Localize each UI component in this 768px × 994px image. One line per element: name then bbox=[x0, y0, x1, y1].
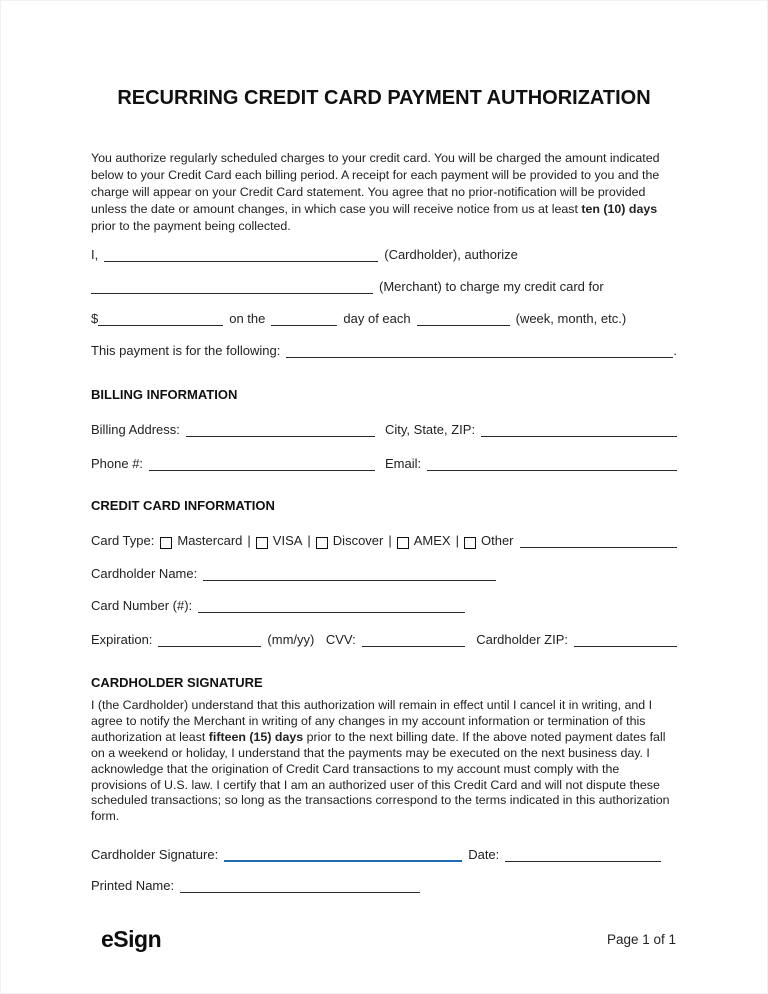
card-type-separator: | bbox=[307, 533, 311, 548]
terms-paragraph bbox=[91, 698, 677, 825]
cardholder-name-label: Cardholder Name: bbox=[91, 566, 198, 581]
dollar-sign-label: $ bbox=[91, 311, 99, 326]
date-label: Date: bbox=[468, 847, 500, 863]
printed-name-label: Printed Name: bbox=[91, 878, 175, 894]
terms-tail: prior to the next billing date. If the above noted payment dates fall on a weekend or holiday, I understand that the payments may be executed on the next business day. I acknowledge that the origination of Credit Card transactions to my account must comply with the provisions of U.S. law. I certify that I am an authorized user of this Credit Card and will not dispute these scheduled transactions; so long as the transactions correspond to the terms indicated in this authorization form. bbox=[91, 729, 670, 824]
signature-heading: CARDHOLDER SIGNATURE bbox=[91, 675, 263, 690]
other-label: Other bbox=[481, 533, 514, 548]
intro-tail: prior to the payment being collected. bbox=[91, 219, 291, 233]
visa-checkbox[interactable] bbox=[256, 537, 268, 549]
discover-label: Discover bbox=[332, 533, 384, 548]
intro-paragraph bbox=[91, 150, 677, 235]
payment-purpose-row bbox=[91, 341, 677, 358]
payment-for-label: This payment is for the following: bbox=[91, 343, 281, 358]
on-the-label: on the bbox=[229, 311, 266, 326]
visa-label: VISA bbox=[272, 533, 303, 548]
esign-logo: eSign bbox=[101, 926, 162, 952]
cvv-label: CVV: bbox=[325, 632, 356, 647]
city-state-zip-label: City, State, ZIP: bbox=[385, 422, 476, 437]
email-field[interactable] bbox=[427, 457, 677, 471]
amount-schedule-row bbox=[91, 309, 677, 326]
amex-checkbox[interactable] bbox=[397, 537, 409, 549]
period-hint-label: (week, month, etc.) bbox=[515, 311, 627, 326]
discover-checkbox[interactable] bbox=[316, 537, 328, 549]
cardholder-zip-field[interactable] bbox=[574, 633, 677, 647]
cardholder-name-field[interactable] bbox=[104, 248, 378, 262]
mastercard-label: Mastercard bbox=[177, 533, 243, 548]
card-number-row bbox=[91, 596, 677, 613]
printed-name-field[interactable] bbox=[180, 879, 420, 893]
billing-address-field[interactable] bbox=[186, 423, 375, 437]
cardholder-authorize-row bbox=[91, 245, 677, 262]
card-type-separator: | bbox=[388, 533, 392, 548]
billing-heading: BILLING INFORMATION bbox=[91, 387, 238, 402]
email-label: Email: bbox=[385, 456, 422, 471]
intro-text: You authorize regularly scheduled charges to your credit card. You will be charged the amount indicated below to your Credit Card each billing period. A receipt for each payment will be provided to you and the charge will appear on your Credit Card statement. You agree that no prior-notification will be provided unless the date or amount changes, in which case you will receive notice from us at least bbox=[91, 151, 660, 216]
intro-bold-ten-days: ten (10) days bbox=[581, 202, 658, 216]
payment-purpose-field[interactable] bbox=[286, 344, 673, 358]
cardholder-signature-label: Cardholder Signature: bbox=[91, 847, 219, 863]
card-type-label: Card Type: bbox=[91, 533, 155, 548]
cardholder-name-row bbox=[91, 564, 677, 581]
expiration-label: Expiration: bbox=[91, 632, 153, 647]
amount-field[interactable] bbox=[98, 312, 223, 326]
phone-email-row bbox=[91, 454, 677, 471]
other-card-type-field[interactable] bbox=[520, 534, 677, 548]
merchant-row bbox=[91, 277, 677, 294]
cardholder-name-input-field[interactable] bbox=[203, 567, 496, 581]
other-checkbox[interactable] bbox=[464, 537, 476, 549]
signature-date-row bbox=[91, 843, 677, 862]
i-label: I, bbox=[91, 247, 99, 262]
card-type-separator: | bbox=[455, 533, 459, 548]
expiration-field[interactable] bbox=[158, 633, 261, 647]
day-field[interactable] bbox=[271, 312, 337, 326]
document-content bbox=[91, 1, 677, 893]
expiration-cvv-zip-row bbox=[91, 630, 677, 647]
cvv-field[interactable] bbox=[362, 633, 465, 647]
billing-address-row bbox=[91, 420, 677, 437]
mastercard-checkbox[interactable] bbox=[160, 537, 172, 549]
page-footer bbox=[101, 926, 676, 953]
card-number-label: Card Number (#): bbox=[91, 598, 193, 613]
date-field[interactable] bbox=[505, 848, 661, 862]
cardholder-suffix-label: (Cardholder), authorize bbox=[384, 247, 518, 262]
period-field[interactable] bbox=[417, 312, 510, 326]
printed-name-row bbox=[91, 876, 677, 893]
terms-text: I (the Cardholder) understand that this authorization will remain in effect until I cancel it in writing, and I agree to notify the Merchant in writing of any changes in my account information or termination of this authorization at least bbox=[91, 698, 653, 744]
merchant-name-field[interactable] bbox=[91, 280, 373, 294]
city-state-zip-field[interactable] bbox=[481, 423, 677, 437]
terms-bold-fifteen-days: fifteen (15) days bbox=[208, 729, 304, 744]
card-type-separator: | bbox=[247, 533, 251, 548]
mmyy-hint-label: (mm/yy) bbox=[267, 632, 315, 647]
billing-address-label: Billing Address: bbox=[91, 422, 180, 437]
card-number-field[interactable] bbox=[198, 599, 465, 613]
terminal-period: . bbox=[673, 343, 677, 358]
phone-label: Phone #: bbox=[91, 456, 144, 471]
phone-field[interactable] bbox=[149, 457, 375, 471]
document-title: RECURRING CREDIT CARD PAYMENT AUTHORIZATION bbox=[117, 87, 651, 109]
card-type-row bbox=[91, 531, 677, 548]
amex-label: AMEX bbox=[413, 533, 451, 548]
cardholder-signature-blank[interactable] bbox=[224, 847, 462, 862]
page-indicator: Page 1 of 1 bbox=[606, 932, 676, 947]
credit-card-heading: CREDIT CARD INFORMATION bbox=[91, 498, 275, 513]
merchant-suffix-label: (Merchant) to charge my credit card for bbox=[379, 279, 604, 294]
cardholder-zip-label: Cardholder ZIP: bbox=[476, 632, 568, 647]
day-of-each-label: day of each bbox=[343, 311, 411, 326]
